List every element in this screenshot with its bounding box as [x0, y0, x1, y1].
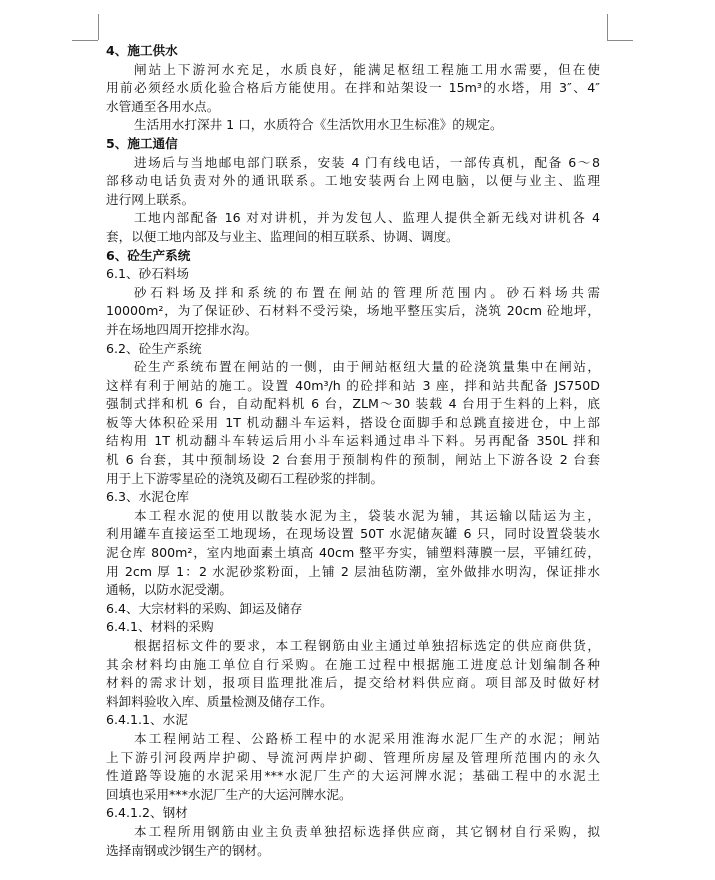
text-line: 本工程所用钢筋由业主负责单独招标选择供应商，其它钢材自行采购，拟	[134, 823, 600, 839]
text-line: 部移动电话负责对外的通讯联系。工地安装两台上网电脑，以便与业主、监理	[106, 173, 600, 189]
crop-mark-top-left-vertical	[98, 14, 99, 40]
text-line: 结构用 1T 机动翻斗车转运后用小斗车运料通过串斗下料。另再配备 350L 拌和	[106, 433, 600, 449]
text-line: 6.4.1.2、钢材	[106, 805, 188, 821]
crop-mark-top-right-vertical	[607, 14, 608, 40]
text-line: 用于上下游零星砼的浇筑及砌石工程砂浆的拌制。	[106, 470, 384, 486]
text-line: 10000m²，为了保证砂、石材料不受污染，场地平整压实后，浇筑 20cm 砼地坪，	[106, 303, 600, 319]
text-line: 并在场地四周开挖排水沟。	[106, 321, 258, 337]
text-line: 进行网上联系。	[106, 191, 195, 207]
text-line: 本工程闸站工程、公路桥工程中的水泥采用淮海水泥厂生产的水泥；闸站	[134, 730, 600, 746]
section-heading: 4、施工供水	[106, 43, 178, 58]
text-line: 利用罐车直接运至工地现场，在现场设置 50T 水泥储灰罐 6 只，同时设置袋装水	[106, 526, 600, 542]
text-line: 水管通至各用水点。	[106, 98, 220, 114]
text-line: 选择南钢或沙钢生产的钢材。	[106, 842, 270, 858]
text-line: 材料的需求计划，报项目监理批准后，提交给材料供应商。项目部及时做好材	[106, 675, 600, 691]
crop-mark-top-left-horizontal	[72, 40, 98, 41]
text-line: 板等大体积砼采用 1T 机动翻斗车运料，搭设仓面脚手和总跳直接进仓，中上部	[106, 414, 600, 430]
text-line: 性道路等设施的水泥采用***水泥厂生产的大运河牌水泥；基础工程中的水泥土	[106, 768, 600, 784]
text-line: 机 6 台套，其中预制场设 2 台套用于预制构件的预制，闸站上下游各设 2 台套	[106, 452, 600, 468]
text-line: 6.3、水泥仓库	[106, 489, 189, 505]
section-heading: 6、砼生产系统	[106, 247, 191, 263]
text-line: 料卸料验收入库、质量检测及储存工作。	[106, 693, 333, 709]
text-line: 通畅，以防水泥受潮。	[106, 582, 232, 598]
text-line: 强制式拌和机 6 台，自动配料机 6 台，ZLM～30 装载 4 台用于生料的上料，底	[106, 396, 600, 412]
text-line: 泥仓库 800m²，室内地面素土填高 40cm 整平夯实，铺塑料薄膜一层，平铺红砖，	[106, 545, 600, 561]
crop-mark-top-right-horizontal	[607, 40, 633, 41]
text-line: 6.4.1、材料的采购	[106, 619, 214, 635]
text-line: 6.4、大宗材料的采购、卸运及储存	[106, 600, 303, 616]
text-line: 6.4.1.1、水泥	[106, 712, 188, 728]
text-line: 用 2cm 厚 1：2 水泥砂浆粉面，上铺 2 层油毡防潮，室外做排水明沟，保证排水	[106, 563, 600, 579]
text-line: 生活用水打深井 1 口，水质符合《生活饮用水卫生标准》的规定。	[134, 117, 503, 133]
text-line: 工地内部配备 16 对对讲机，并为发包人、监理人提供全新无线对讲机各 4	[134, 210, 600, 226]
document-body	[106, 42, 600, 860]
section-heading: 5、施工通信	[106, 135, 178, 151]
text-line: 上下游引河段两岸护砌、导流河两岸护砌、管理所房屋及管理所范围内的永久	[106, 749, 600, 765]
text-line: 本工程水泥的使用以散装水泥为主，袋装水泥为辅，其运输以陆运为主，	[134, 507, 600, 523]
text-line: 这样有利于闸站的施工。设置 40m³/h 的砼拌和站 3 座，拌和站共配备 JS750D	[106, 377, 600, 393]
text-line: 用前必须经水质化验合格后方能使用。在拌和站架设一 15m³的水塔，用 3″、4″	[106, 80, 600, 96]
text-line: 其余材料均由施工单位自行采购。在施工过程中根据施工进度总计划编制各种	[106, 656, 600, 672]
text-line: 闸站上下游河水充足，水质良好，能满足枢纽工程施工用水需要，但在使	[134, 61, 600, 77]
text-line: 回填也采用***水泥厂生产的大运河牌水泥。	[106, 786, 352, 802]
text-line: 6.2、砼生产系统	[106, 340, 202, 356]
text-line: 套，以便工地内部及与业主、监理间的相互联系、协调、调度。	[106, 228, 459, 244]
text-line: 根据招标文件的要求，本工程钢筋由业主通过单独招标选定的供应商供货，	[134, 638, 600, 653]
text-line: 进场后与当地邮电部门联系，安装 4 门有线电话，一部传真机，配备 6～8	[134, 154, 600, 170]
text-line: 6.1、砂石料场	[106, 266, 189, 282]
text-line: 砼生产系统布置在闸站的一侧，由于闸站枢纽大量的砼浇筑量集中在闸站，	[134, 359, 600, 375]
text-line: 砂石料场及拌和系统的布置在闸站的管理所范围内。砂石料场共需	[134, 284, 600, 300]
